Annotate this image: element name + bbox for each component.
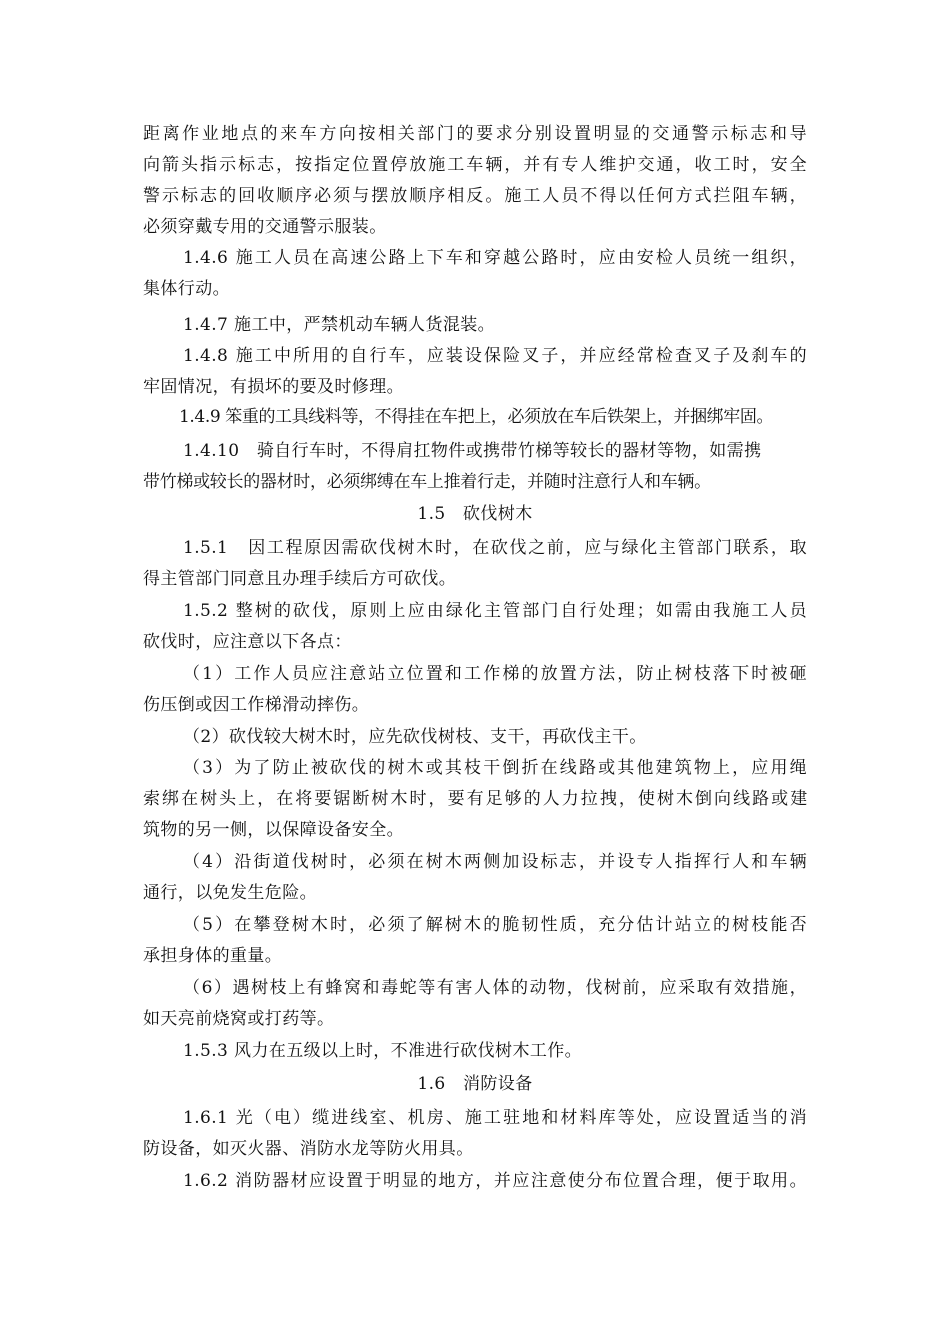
paragraph-line: （4）沿街道伐树时，必须在树木两侧加设标志，并设专人指挥行人和车辆 bbox=[183, 852, 807, 872]
paragraph-line: 1.4.8 施工中所用的自行车，应装设保险叉子，并应经常检查叉子及刹车的 bbox=[183, 346, 807, 366]
paragraph-line: 索绑在树头上，在将要锯断树木时，要有足够的人力拉拽，使树木倒向线路或建 bbox=[143, 789, 807, 809]
paragraph-line: 伤压倒或因工作梯滑动摔伤。 bbox=[143, 695, 370, 715]
paragraph-line: 集体行动。 bbox=[143, 279, 230, 299]
paragraph-line: 必须穿戴专用的交通警示服装。 bbox=[143, 217, 387, 237]
paragraph-line: 承担身体的重量。 bbox=[143, 946, 283, 966]
paragraph-line: 通行，以免发生危险。 bbox=[143, 883, 317, 903]
paragraph-line: （6）遇树枝上有蜂窝和毒蛇等有害人体的动物，伐树前，应采取有效措施， bbox=[183, 978, 807, 998]
paragraph-line: 1.5.2 整树的砍伐，原则上应由绿化主管部门自行处理；如需由我施工人员 bbox=[183, 601, 807, 621]
paragraph-line: 1.4.10 骑自行车时，不得肩扛物件或携带竹梯等较长的器材等物，如需携 bbox=[183, 441, 762, 461]
section-heading: 1.5 砍伐树木 bbox=[417, 504, 533, 524]
paragraph-line: 筑物的另一侧，以保障设备安全。 bbox=[143, 820, 404, 840]
paragraph-line: 砍伐时，应注意以下各点： bbox=[143, 632, 352, 652]
paragraph-line: 得主管部门同意且办理手续后方可砍伐。 bbox=[143, 569, 457, 589]
paragraph-line: 1.6.2 消防器材应设置于明显的地方，并应注意使分布位置合理，便于取用。 bbox=[183, 1171, 807, 1191]
paragraph-line: 1.4.9 笨重的工具线料等，不得挂在车把上，必须放在车后铁架上，并捆绑牢固。 bbox=[179, 407, 774, 427]
paragraph-line: （2）砍伐较大树木时，应先砍伐树枝、支干，再砍伐主干。 bbox=[183, 727, 647, 747]
paragraph-line: 1.6.1 光（电）缆进线室、机房、施工驻地和材料库等处，应设置适当的消 bbox=[183, 1108, 807, 1128]
paragraph-line: 警示标志的回收顺序必须与摆放顺序相反。施工人员不得以任何方式拦阻车辆， bbox=[143, 186, 807, 206]
paragraph-line: 向箭头指示标志，按指定位置停放施工车辆，并有专人维护交通，收工时，安全 bbox=[143, 155, 807, 175]
paragraph-line: 1.4.7 施工中，严禁机动车辆人货混装。 bbox=[183, 315, 496, 335]
paragraph-line: 1.5.1 因工程原因需砍伐树木时，在砍伐之前，应与绿化主管部门联系，取 bbox=[183, 538, 807, 558]
section-heading: 1.6 消防设备 bbox=[417, 1074, 533, 1094]
paragraph-line: （5）在攀登树木时，必须了解树木的脆韧性质，充分估计站立的树枝能否 bbox=[183, 915, 807, 935]
paragraph-line: 距离作业地点的来车方向按相关部门的要求分别设置明显的交通警示标志和导 bbox=[143, 124, 807, 144]
paragraph-line: 1.5.3 风力在五级以上时，不准进行砍伐树木工作。 bbox=[183, 1041, 583, 1061]
paragraph-line: 防设备，如灭火器、消防水龙等防火用具。 bbox=[143, 1139, 474, 1159]
paragraph-line: 1.4.6 施工人员在高速公路上下车和穿越公路时，应由安检人员统一组织， bbox=[183, 248, 807, 268]
paragraph-line: 牢固情况，有损坏的要及时修理。 bbox=[143, 377, 404, 397]
paragraph-line: （1）工作人员应注意站立位置和工作梯的放置方法，防止树枝落下时被砸 bbox=[183, 664, 807, 684]
paragraph-line: 如天亮前烧窝或打药等。 bbox=[143, 1009, 335, 1029]
paragraph-line: 带竹梯或较长的器材时，必须绑缚在车上推着行走，并随时注意行人和车辆。 bbox=[143, 472, 711, 492]
paragraph-line: （3）为了防止被砍伐的树木或其枝干倒折在线路或其他建筑物上，应用绳 bbox=[183, 758, 807, 778]
